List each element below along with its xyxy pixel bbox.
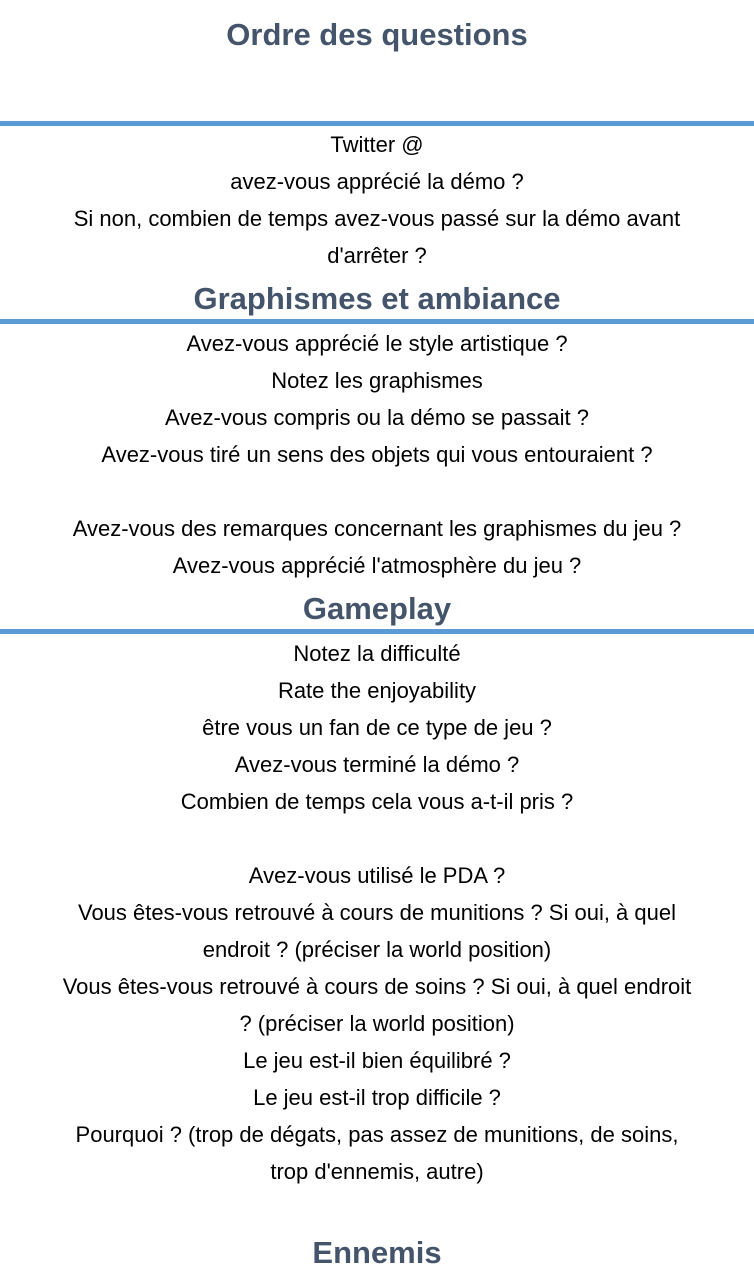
question-line: Rate the enjoyability bbox=[277, 678, 477, 703]
question-line: Vous êtes-vous retrouvé à cours de soins ? Si oui, à quel endroit bbox=[62, 974, 692, 999]
question-line: Avez-vous apprécié le style artistique ? bbox=[186, 331, 568, 356]
section-heading-graphismes-et-ambiance: Graphismes et ambiance bbox=[193, 281, 561, 316]
question-line: endroit ? (préciser la world position) bbox=[202, 937, 552, 962]
question-line: être vous un fan de ce type de jeu ? bbox=[202, 715, 552, 740]
question-line: d'arrêter ? bbox=[327, 243, 427, 268]
question-line: Le jeu est-il trop difficile ? bbox=[253, 1085, 501, 1110]
section-divider bbox=[0, 629, 754, 634]
question-line: Avez-vous utilisé le PDA ? bbox=[248, 863, 506, 888]
question-line: Avez-vous compris ou la démo se passait ? bbox=[165, 405, 589, 430]
question-line: ? (préciser la world position) bbox=[239, 1011, 515, 1036]
question-line: Vous êtes-vous retrouvé à cours de munitions ? Si oui, à quel bbox=[77, 900, 676, 925]
question-line: trop d'ennemis, autre) bbox=[270, 1159, 484, 1184]
question-line: Notez les graphismes bbox=[271, 368, 483, 393]
question-line: Le jeu est-il bien équilibré ? bbox=[243, 1048, 511, 1073]
question-line: Avez-vous des remarques concernant les graphismes du jeu ? bbox=[72, 516, 682, 541]
question-line: avez-vous apprécié la démo ? bbox=[230, 169, 524, 194]
question-line: Avez-vous apprécié l'atmosphère du jeu ? bbox=[172, 553, 582, 578]
question-line: Twitter @ bbox=[330, 132, 424, 157]
section-heading-ennemis: Ennemis bbox=[312, 1235, 442, 1270]
section-heading-gameplay: Gameplay bbox=[302, 591, 452, 626]
question-line: Pourquoi ? (trop de dégats, pas assez de munitions, de soins, bbox=[75, 1122, 679, 1147]
question-line: Notez la difficulté bbox=[293, 641, 461, 666]
section-divider bbox=[0, 319, 754, 324]
section-heading-ordre-des-questions: Ordre des questions bbox=[226, 17, 528, 52]
question-line: Avez-vous terminé la démo ? bbox=[234, 752, 520, 777]
question-line: Avez-vous tiré un sens des objets qui vous entouraient ? bbox=[101, 442, 653, 467]
question-line: Combien de temps cela vous a-t-il pris ? bbox=[180, 789, 574, 814]
question-line: Si non, combien de temps avez-vous passé sur la démo avant bbox=[73, 206, 681, 231]
